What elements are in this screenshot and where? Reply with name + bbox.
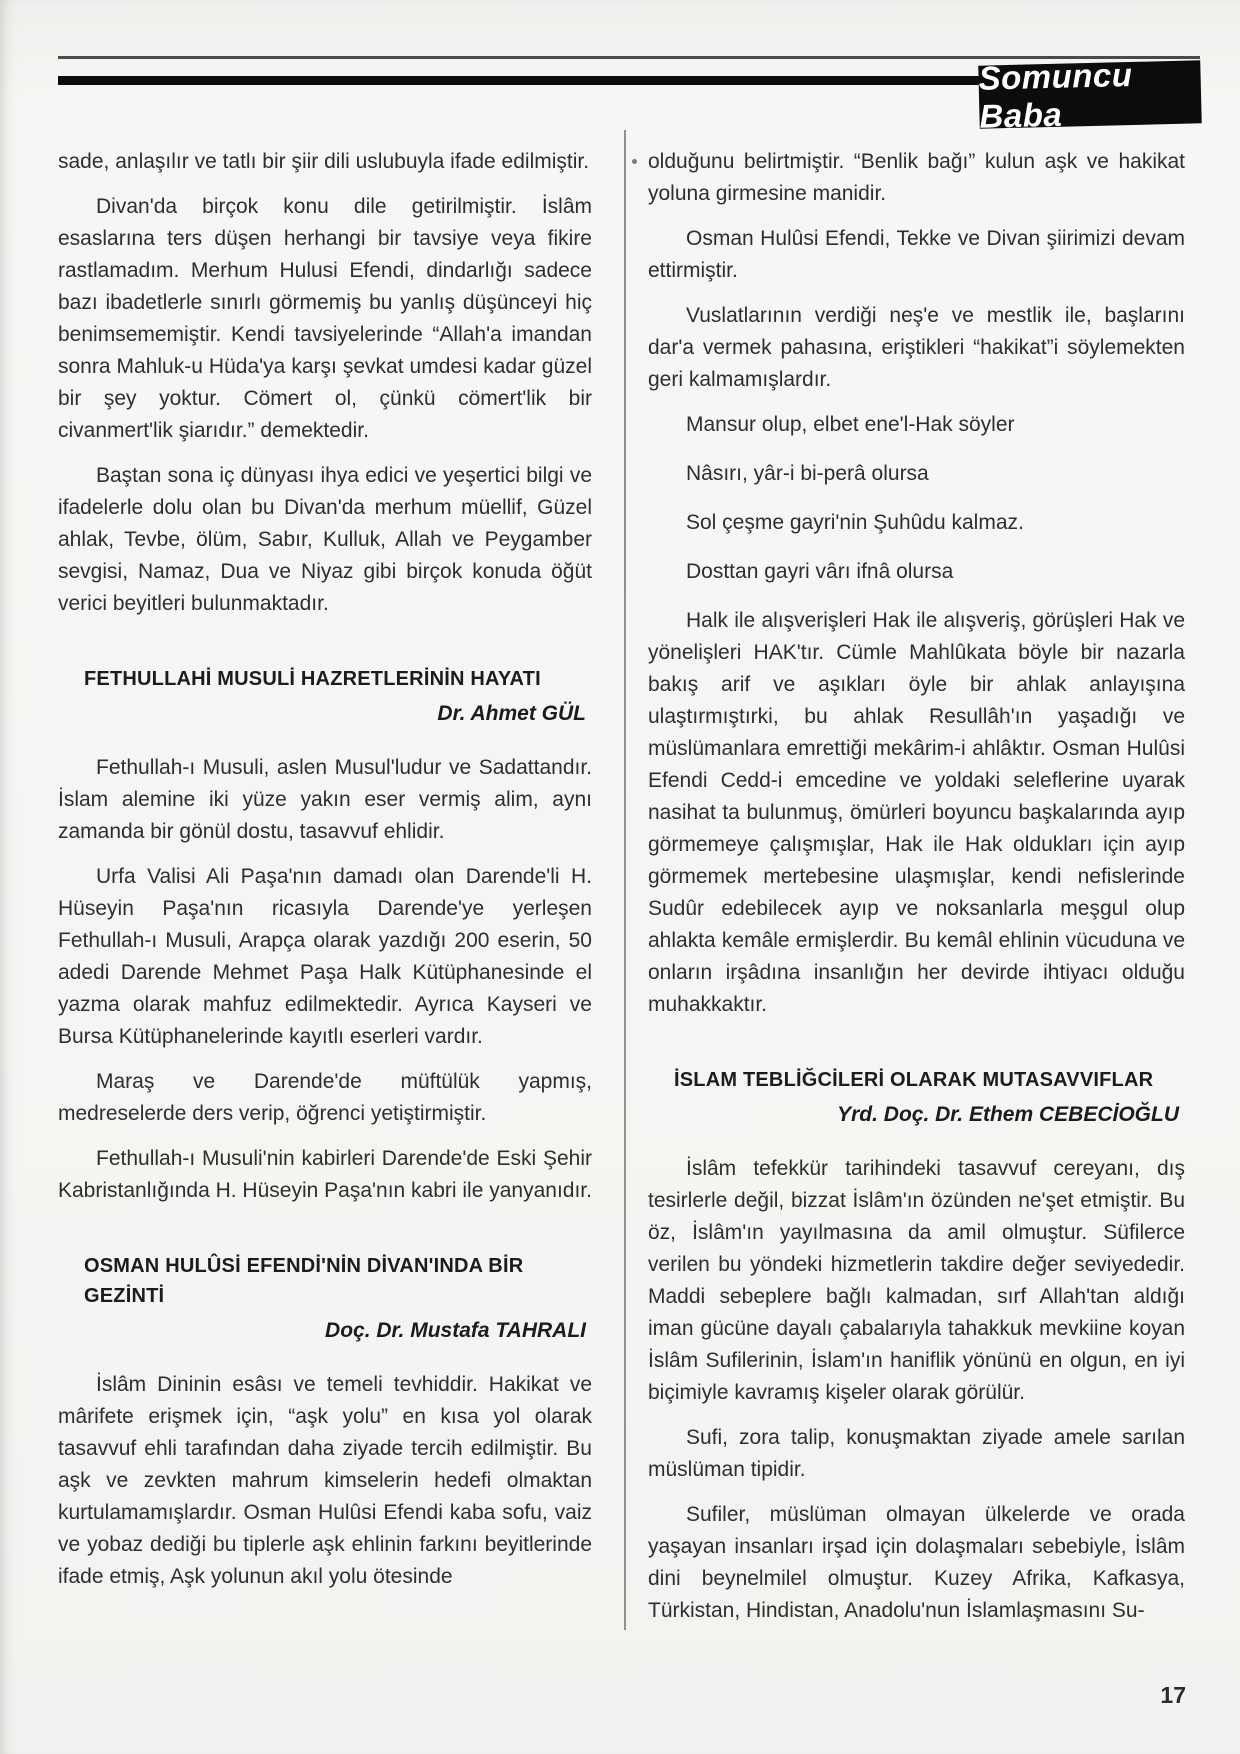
masthead-badge (978, 55, 1201, 135)
paragraph: Sufiler, müslüman olmayan ülkelerde ve orada yaşayan insanları irşad için dolaşmaları sebebiyle, İslâm dini beynelmilel olmuştur. Kuzey Afrika, Kafkasya, Türkistan, Hindistan, Anadolu'nun İslamlaşmasını Su- (648, 1503, 1185, 1622)
right-column (648, 146, 1185, 1640)
paragraph: İslâm Dininin esâsı ve temeli tevhiddir. Hakikat ve mârifete erişmek için, “aşk yolu” en kısa yol olarak tasavvuf ehli tarafından daha ziyade tercih edilmiştir. Bu aşk ve zevkten mahrum kimselerin hedefi olmaktan kurtulamamışlardır. Osman Hulûsi Efendi kaba sofu, vaiz ve yobaz dediği bu tiplerle aşk ehlinin farkını beyitlerinde ifade etmiş, Aşk yolunun akıl yolu ötesinde (58, 1373, 592, 1588)
byline-ethem-cebecioglu: Yrd. Doç. Dr. Ethem CEBECİOĞLU (837, 1103, 1179, 1126)
paragraph: Divan'da birçok konu dile getirilmiştir. İslâm esaslarına ters düşen herhangi bir tavsiye veya fikire rastlamadım. Merhum Hulusi Efendi, dindarlığı sadece bazı ibadetlerle sınırlı görmemiş bu yanlış düşünceyi hiç benimsememiştir. Kendi tavsiyelerinde “Allah'a imandan sonra Mahluk-u Hüda'ya karşı şevkat umdesi kadar güzel bir şey yoktur. Cömert ol, çünkü cömert'lik bir civanmert'lik şiarıdır.” demektedir. (58, 195, 592, 442)
section-heading-divanda-gezinti: OSMAN HULÛSİ EFENDİ'NİN DİVAN'INDA BİR GEZİNTİ (84, 1255, 524, 1307)
section-heading-islam-tebligcileri: İSLAM TEBLİĞCİLERİ OLARAK MUTASAVVIFLAR (674, 1069, 1154, 1091)
paragraph: Fethullah-ı Musuli, aslen Musul'ludur ve Sadattandır. İslam alemine iki yüze yakın eser vermiş alim, aynı zamanda bir gönül dostu, tasavvuf ehlidir. (58, 756, 592, 843)
paragraph: Baştan sona iç dünyası ihya edici ve yeşertici bilgi ve ifadelerle dolu olan bu Divan'da merhum müellif, Güzel ahlak, Tevbe, ölüm, Sabır, Kulluk, Allah ve Peygamber sevgisi, Namaz, Dua ve Niyaz gibi birçok konuda öğüt verici beyitleri bulunmaktadır. (58, 464, 592, 615)
paragraph: olduğunu belirtmiştir. “Benlik bağı” kulun aşk ve hakikat yoluna girmesine manidir. (648, 150, 1185, 205)
byline-ahmet-gul: Dr. Ahmet GÜL (437, 702, 586, 725)
paragraph: sade, anlaşılır ve tatlı bir şiir dili uslubuyla ifade edilmiştir. (58, 150, 590, 173)
column-divider (624, 130, 626, 1630)
paragraph: Urfa Valisi Ali Paşa'nın damadı olan Darende'li H. Hüseyin Paşa'nın ricasıyla Darende'ye yerleşen Fethullah-ı Musuli, Arapça olarak yazdığı 200 eserin, 50 adedi Darende Mehmet Paşa Halk Kütüphanesinde el yazma olarak mahfuz edilmektedir. Ayrıca Kayseri ve Bursa Kütüphanelerinde kayıtlı eserleri vardır. (58, 865, 592, 1048)
page-number: 17 (1160, 1682, 1186, 1708)
paragraph: Osman Hulûsi Efendi, Tekke ve Divan şiirimizi devam ettirmiştir. (648, 227, 1185, 282)
paragraph: Sufi, zora talip, konuşmaktan ziyade amele sarılan müslüman tipidir. (648, 1426, 1185, 1481)
verse-line: Dosttan gayri vârı ifnâ olursa (686, 560, 954, 583)
paragraph: Halk ile alışverişleri Hak ile alışveriş, görüşleri Hak ve yönelişleri HAK'tır. Cümle Mahlûkata böyle bir nazarla bakış arif ve aşıkları öyle bir ahlak anlayışına ulaştırmıştırki, bu ahlak Resullâh'ın yaşadığı ve müslümanlara emrettiği mekârim-i ahlâktır. Osman Hulûsi Efendi Cedd-i emcedine ve yoldaki seleflerine uyarak nasihat ta bulunmuş, ömürleri boyuncu başkalarında ayıp görmemeye çalışmışlar, Hak ile Hak oldukları için ayıp görmemek mertebesine ulaşmışlar, kendi nefislerinde Sudûr edebilecek ayıp ve noksanlarla meşgul olup ahlakta kemâle ermişlerdir. Bu kemâl ehlinin vücuduna ve onların irşâdına insanlığın her devirde ihtiyacı olduğu muhakkaktır. (648, 609, 1185, 1016)
verse-line: Nâsırı, yâr-i bi-perâ olursa (686, 462, 929, 485)
scan-speck (632, 159, 637, 164)
masthead-badge-label: Somuncu Baba (978, 55, 1133, 135)
verse-line: Mansur olup, elbet ene'l-Hak söyler (686, 413, 1015, 436)
paragraph: Vuslatlarının verdiği neş'e ve mestlik ile, başlarını dar'a vermek pahasına, eriştikleri “hakikat”i söylemekten geri kalmamışlardır. (648, 304, 1185, 391)
paragraph: Fethullah-ı Musuli'nin kabirleri Darende'de Eski Şehir Kabristanlığında H. Hüseyin Paşa'nın kabri ile yanyanıdır. (58, 1147, 592, 1202)
left-column (58, 146, 592, 1606)
top-rule-thick (58, 76, 983, 85)
verse-line: Sol çeşme gayri'nin Şuhûdu kalmaz. (686, 511, 1024, 534)
paragraph: İslâm tefekkür tarihindeki tasavvuf cereyanı, dış tesirlerle değil, bizzat İslâm'ın özünden ne'şet etmiştir. Bu öz, İslâm'ın yayılmasına da amil olmuştur. Süfilerce verilen bu yöndeki hizmetlerin takdire değer seviyededir. Maddi sebeplere bağlı kalmadan, sırf Allah'tan aldığı iman gücüne dayalı çabalarıyla tahakkuk mevkiine koyan İslâm Sufilerinin, İslam'ın haniflik yönünü en olgun, en iyi biçimiyle kavramış kişeler olarak görülür. (648, 1157, 1185, 1404)
section-heading-fethullahi-hayati: FETHULLAHİ MUSULİ HAZRETLERİNİN HAYATI (84, 668, 541, 690)
paragraph: Maraş ve Darende'de müftülük yapmış, medreselerde ders verip, öğrenci yetiştirmiştir. (58, 1070, 592, 1125)
byline-mustafa-tahrali: Doç. Dr. Mustafa TAHRALI (325, 1319, 586, 1342)
